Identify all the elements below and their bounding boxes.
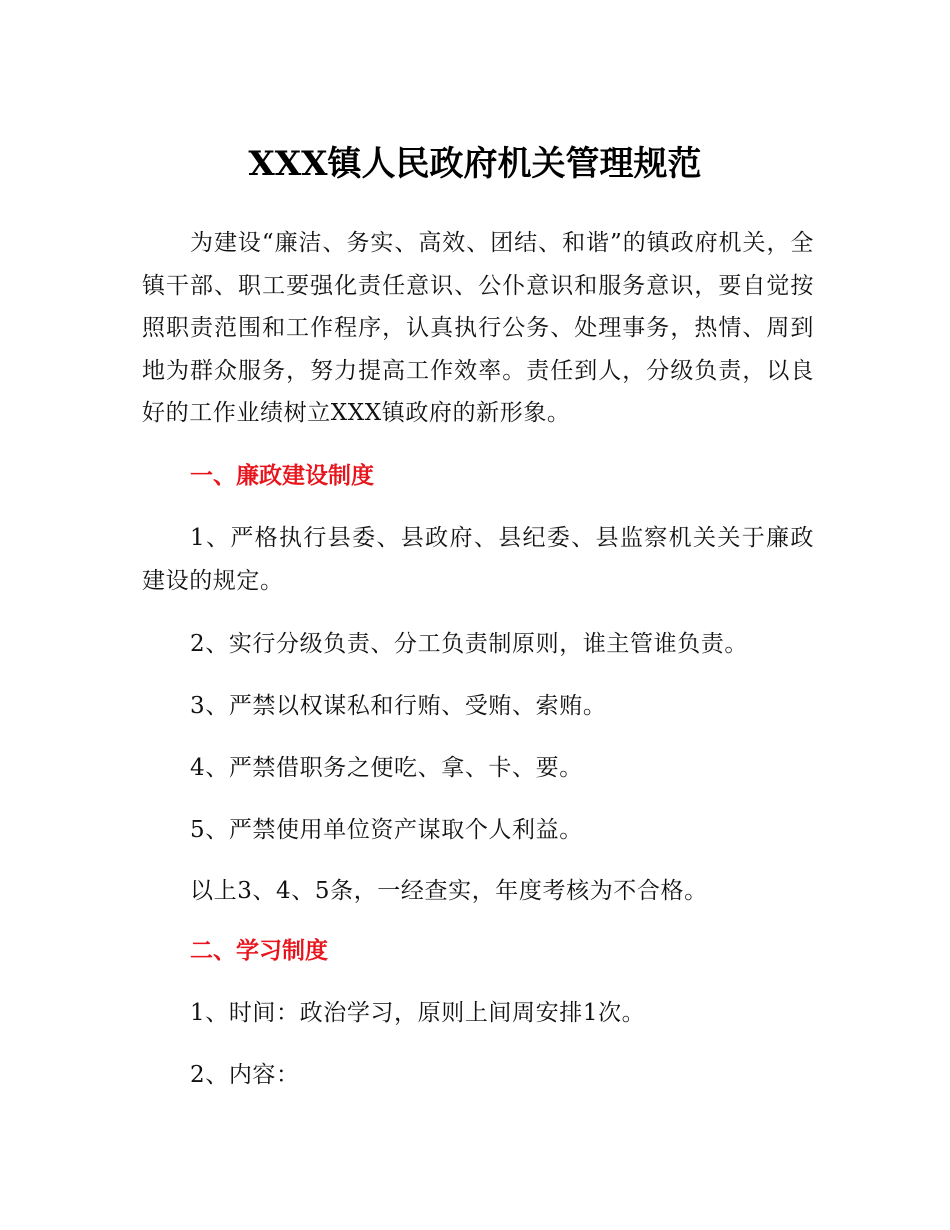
section-heading-integrity: 一、廉政建设制度 (190, 463, 374, 489)
list-item: 1、严格执行县委、县政府、县纪委、县监察机关关于廉政建设的规定。 (142, 525, 814, 594)
section-heading-study: 二、学习制度 (190, 938, 328, 964)
list-item: 4、严禁借职务之便吃、拿、卡、要。 (190, 755, 583, 781)
list-item: 5、严禁使用单位资产谋取个人利益。 (190, 817, 583, 843)
intro-paragraph: 为建设“廉洁、务实、高效、团结、和谐”的镇政府机关，全镇干部、职工要强化责任意识、公仆意识和服务意识，要自觉按照职责范围和工作程序，认真执行公务、处理事务，热情、周到地为群众服务，努力提高工作效率。责任到人，分级负责，以良好的工作业绩树立XXX镇政府的新形象。 (142, 230, 814, 426)
list-item: 2、内容： (190, 1062, 300, 1088)
list-item: 1、时间：政治学习，原则上间周安排1次。 (190, 1000, 646, 1026)
list-item: 3、严禁以权谋私和行贿、受贿、索贿。 (190, 693, 607, 719)
section-note: 以上3、4、5条，一经查实，年度考核为不合格。 (190, 878, 708, 904)
list-item: 2、实行分级负责、分工负责制原则，谁主管谁负责。 (190, 631, 749, 657)
document-title: XXX镇人民政府机关管理规范 (248, 144, 702, 184)
